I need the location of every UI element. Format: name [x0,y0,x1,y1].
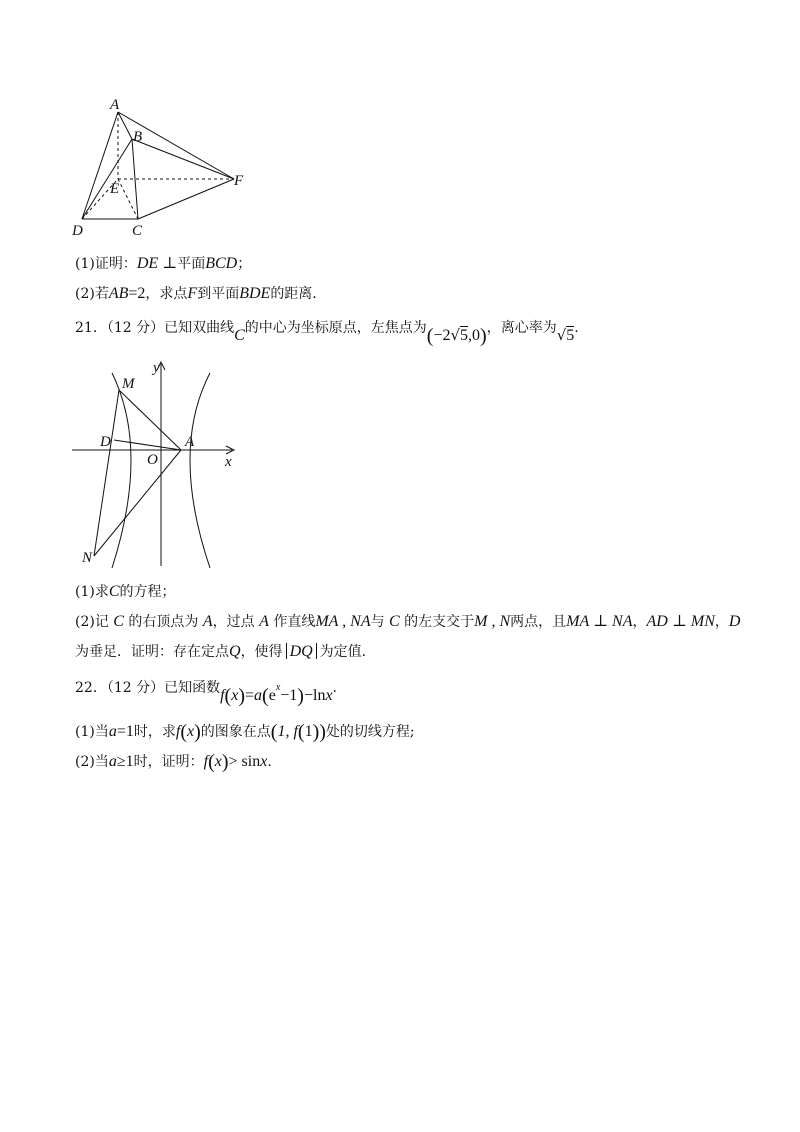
q21-stem: 21．（12 分）已知双曲线C的中心为坐标原点，左焦点为(−2√5,0)，离心率为√5. [75,320,579,347]
label-A: A [110,97,120,113]
label-N: N [82,550,93,566]
label-D2: D [100,434,111,450]
label-A2: A [185,434,195,450]
label-B: B [133,129,143,145]
q21-part1: (1)求C的方程； [75,583,176,600]
label-F: F [234,173,244,189]
q22-stem: 22．（12 分）已知函数$f(x)=a(e^x-1)-\ln x$. [75,680,337,707]
q22-part1: (1)当a=1时，求f(x)的图象在点(1, f(1))处的切线方程; [75,721,415,743]
hyperbola-figure [70,358,250,573]
q22-part2: (2)当a≥1时，证明：f(x)> sinx. [75,751,272,773]
label-C: C [132,223,143,239]
q20-part1: (1)证明：DE ⊥平面BCD； [75,255,252,272]
label-D: D [72,223,83,239]
q21-part2-line1: (2)记 C 的右顶点为 A，过点 A 作直线MA , NA与 C 的左支交于M , N两点，且MA ⊥ NA，AD ⊥ MN，D [75,613,741,630]
label-x: x [225,454,232,470]
pyramid-figure [70,95,260,240]
label-y: y [153,360,160,376]
label-E: E [110,181,120,197]
label-O: O [147,452,158,468]
q20-part2: (2)若AB=2，求点F到平面BDE的距离. [75,285,317,302]
q21-part2-line2: 为垂足．证明：存在定点Q，使得 DQ 为定值. [75,643,367,660]
label-M: M [122,376,135,392]
